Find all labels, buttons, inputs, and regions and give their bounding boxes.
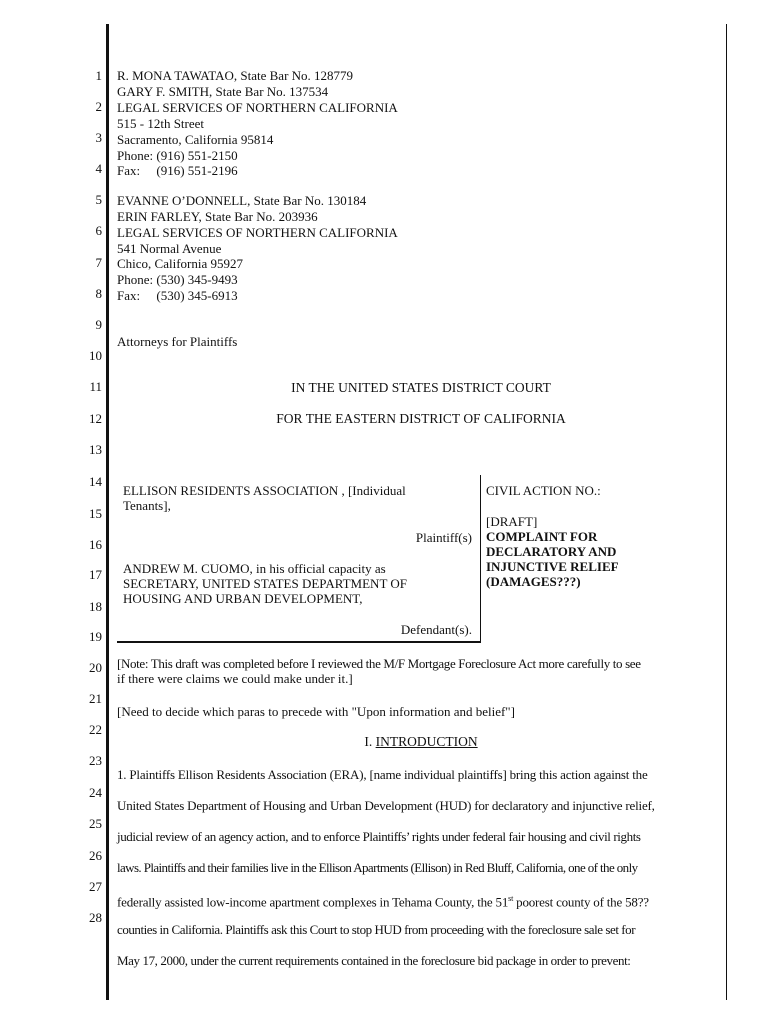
paragraph-line: 1. Plaintiffs Ellison Residents Association (ERA), [name individual plaintiffs] bring this action against the bbox=[117, 767, 648, 782]
left-margin-rule bbox=[106, 24, 109, 1000]
counsel-line: EVANNE O’DONNELL, State Bar No. 130184 bbox=[117, 193, 367, 208]
civil-action-label: CIVIL ACTION NO.: bbox=[486, 483, 601, 498]
complaint-title: INJUNCTIVE RELIEF bbox=[486, 559, 619, 574]
defendant-agency: HOUSING AND URBAN DEVELOPMENT, bbox=[123, 591, 363, 606]
defendant-name: ANDREW M. CUOMO, in his official capacity as bbox=[123, 561, 386, 576]
court-name: IN THE UNITED STATES DISTRICT COURT bbox=[291, 380, 551, 395]
line-number: 18 bbox=[89, 599, 102, 614]
line-number: 3 bbox=[95, 130, 102, 145]
line-number: 20 bbox=[89, 660, 102, 675]
line-number: 19 bbox=[89, 629, 102, 644]
paragraph-line: counties in California. Plaintiffs ask this Court to stop HUD from proceeding with the foreclosure sale set for bbox=[117, 922, 636, 937]
attorneys-for-label: Attorneys for Plaintiffs bbox=[117, 334, 238, 349]
counsel-line: R. MONA TAWATAO, State Bar No. 128779 bbox=[117, 68, 354, 83]
line-number: 1 bbox=[95, 68, 102, 83]
paragraph-text: poorest county of the 58?? bbox=[513, 894, 649, 910]
ordinal-suffix: st bbox=[508, 894, 514, 903]
counsel-line: Phone: (916) 551-2150 bbox=[117, 148, 238, 163]
paragraph-line bbox=[117, 891, 725, 909]
paragraph-text: federally assisted low-income apartment complexes in Tehama County, the 51 bbox=[117, 894, 509, 910]
plaintiff-name: ELLISON RESIDENTS ASSOCIATION , [Individual bbox=[123, 483, 406, 498]
line-number: 4 bbox=[95, 161, 102, 176]
line-number: 17 bbox=[89, 567, 102, 582]
line-number: 23 bbox=[89, 753, 102, 768]
line-number: 6 bbox=[95, 223, 102, 238]
line-number: 14 bbox=[89, 474, 102, 489]
line-number: 24 bbox=[89, 785, 102, 800]
line-number: 7 bbox=[95, 255, 102, 270]
counsel-line: Fax: (530) 345-6913 bbox=[117, 288, 238, 303]
counsel-line: ERIN FARLEY, State Bar No. 203936 bbox=[117, 209, 318, 224]
draft-label: [DRAFT] bbox=[486, 514, 538, 529]
counsel-line: 541 Normal Avenue bbox=[117, 241, 222, 256]
line-number: 9 bbox=[95, 317, 102, 332]
line-number: 8 bbox=[95, 286, 102, 301]
counsel-line: Chico, California 95927 bbox=[117, 256, 244, 271]
counsel-line: 515 - 12th Street bbox=[117, 116, 205, 131]
caption-divider bbox=[480, 475, 481, 641]
counsel-line: Phone: (530) 345-9493 bbox=[117, 272, 238, 287]
line-number: 22 bbox=[89, 722, 102, 737]
plaintiff-name-cont: Tenants], bbox=[123, 498, 171, 513]
line-number: 28 bbox=[89, 910, 102, 925]
caption-underline bbox=[117, 641, 481, 643]
complaint-title: DECLARATORY AND bbox=[486, 544, 617, 559]
counsel-line: GARY F. SMITH, State Bar No. 137534 bbox=[117, 84, 329, 99]
defendant-title: SECRETARY, UNITED STATES DEPARTMENT OF bbox=[123, 576, 408, 591]
line-number: 5 bbox=[95, 192, 102, 207]
line-number: 21 bbox=[89, 691, 102, 706]
counsel-line: Fax: (916) 551-2196 bbox=[117, 163, 238, 178]
paragraph-line: May 17, 2000, under the current requirements contained in the foreclosure bid package in order to prevent: bbox=[117, 953, 631, 968]
court-district: FOR THE EASTERN DISTRICT OF CALIFORNIA bbox=[276, 411, 566, 426]
line-number: 16 bbox=[89, 537, 102, 552]
counsel-line: LEGAL SERVICES OF NORTHERN CALIFORNIA bbox=[117, 225, 398, 240]
right-margin-rule bbox=[726, 24, 727, 1000]
counsel-line: Sacramento, California 95814 bbox=[117, 132, 274, 147]
line-number: 10 bbox=[89, 348, 102, 363]
counsel-line: LEGAL SERVICES OF NORTHERN CALIFORNIA bbox=[117, 100, 398, 115]
defendants-label: Defendant(s). bbox=[400, 622, 472, 637]
paragraph-line: laws. Plaintiffs and their families live in the Ellison Apartments (Ellison) in Red Bluff, California, one of the only bbox=[117, 860, 638, 875]
draft-note: [Note: This draft was completed before I reviewed the M/F Mortgage Foreclosure Act more carefully to see bbox=[117, 656, 641, 671]
plaintiffs-label: Plaintiff(s) bbox=[415, 530, 472, 545]
line-number: 2 bbox=[95, 99, 102, 114]
section-number: I. bbox=[364, 734, 376, 749]
section-title: INTRODUCTION bbox=[375, 734, 478, 749]
draft-note-cont: if there were claims we could make under it.] bbox=[117, 671, 353, 686]
paragraph-line: judicial review of an agency action, and to enforce Plaintiffs’ rights under federal fair housing and civil rights bbox=[117, 829, 641, 844]
line-number: 12 bbox=[89, 411, 102, 426]
paragraph-line: United States Department of Housing and Urban Development (HUD) for declaratory and injunctive relief, bbox=[117, 798, 655, 813]
complaint-title: COMPLAINT FOR bbox=[486, 529, 598, 544]
line-number: 15 bbox=[89, 506, 102, 521]
line-number: 25 bbox=[89, 816, 102, 831]
line-number: 13 bbox=[89, 442, 102, 457]
line-number: 26 bbox=[89, 848, 102, 863]
line-number: 27 bbox=[89, 879, 102, 894]
info-belief-note: [Need to decide which paras to precede with "Upon information and belief"] bbox=[117, 704, 515, 719]
line-number: 11 bbox=[89, 379, 102, 394]
complaint-title: (DAMAGES???) bbox=[486, 574, 581, 589]
section-heading bbox=[117, 734, 725, 750]
